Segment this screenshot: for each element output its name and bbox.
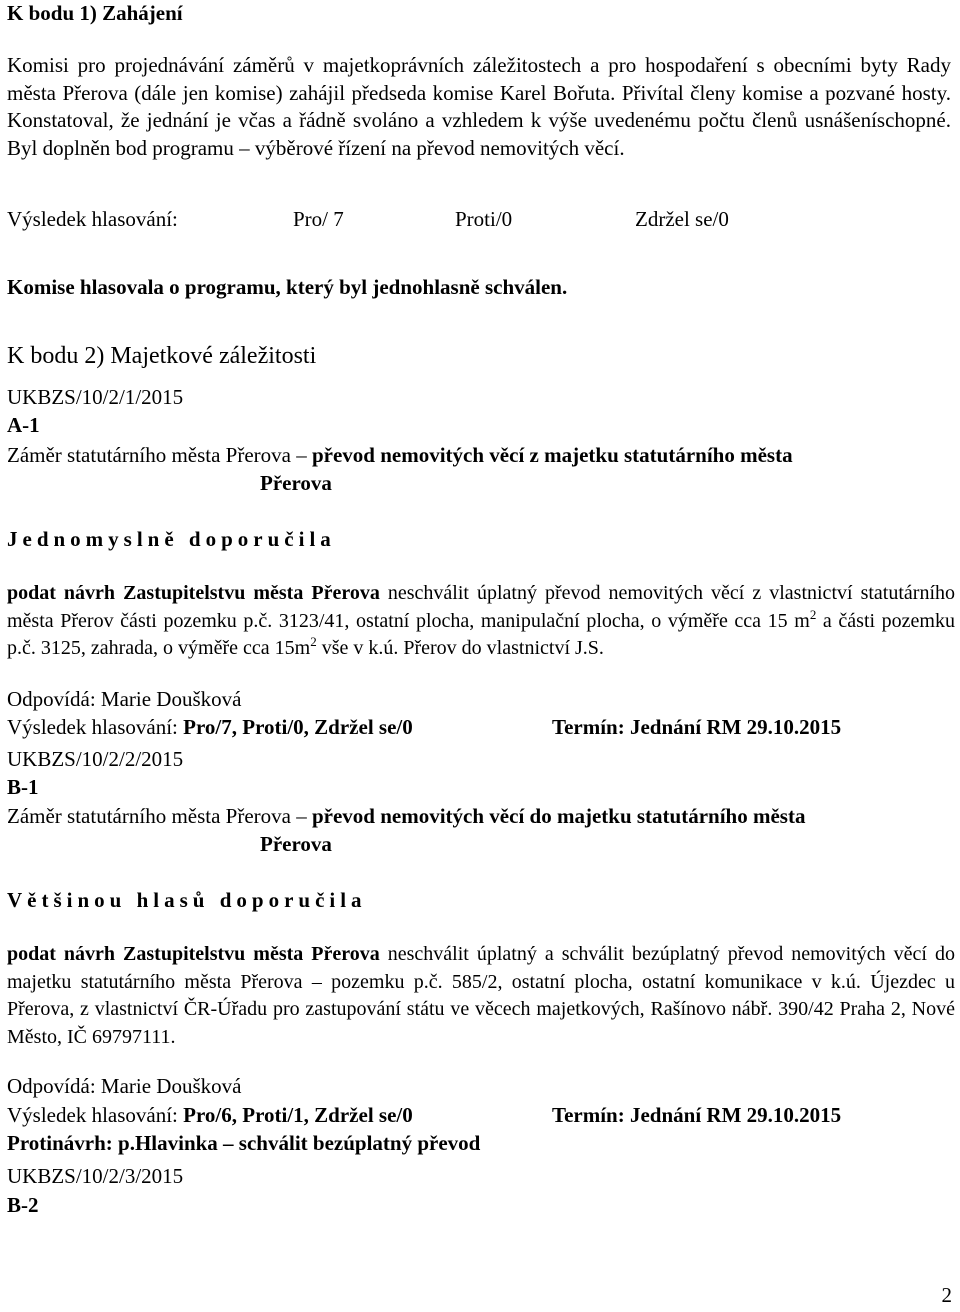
a1-vote-label: Výsledek hlasování: (7, 715, 184, 739)
vote-label: Výsledek hlasování: (7, 207, 178, 231)
b1-vote-result: Pro/6, Proti/1, Zdržel se/0 (183, 1103, 413, 1127)
b1-reference: UKBZS/10/2/2/2015 (7, 747, 184, 771)
a1-lead: podat návrh Zastupitelstvu města Přerova (7, 582, 380, 604)
b1-vote-row (7, 1102, 955, 1130)
a1-text-3: vše v k.ú. Přerov do vlastnictví J.S. (316, 637, 604, 659)
b1-counter-proposal: Protinávrh: p.Hlavinka – schválit bezúplatný převod (7, 1131, 481, 1155)
a1-title-line2: Přerova (260, 471, 332, 495)
a1-vote-result: Pro/7, Proti/0, Zdržel se/0 (183, 715, 413, 739)
page-number: 2 (941, 1283, 952, 1307)
a1-title-bold: převod nemovitých věcí z majetku statutárního města (311, 443, 793, 467)
b1-title (7, 803, 955, 831)
b1-recommendation: Většinou hlasů doporučila (7, 888, 367, 912)
b1-responsible: Odpovídá: Marie Doušková (7, 1074, 242, 1098)
a1-sup-1: 2 (809, 606, 817, 622)
section-2-heading: K bodu 2) Majetkové záležitosti (7, 343, 317, 369)
a1-title-plain: Záměr statutárního města Přerova – (7, 443, 312, 467)
a1-sup-2: 2 (310, 634, 317, 649)
b2-code: B-2 (7, 1193, 39, 1217)
a1-text-1: neschválit úplatný převod nemovitých věcí z vlastnictví statutárního města Přerov části pozemku p.č. 3123/41, ostatní plocha, manipulační plocha, o výměře cca 15 m (7, 582, 955, 632)
b1-vote-label: Výsledek hlasování: (7, 1103, 184, 1127)
vote-zdrzel: Zdržel se/0 (635, 207, 729, 231)
b2-reference: UKBZS/10/2/3/2015 (7, 1164, 184, 1188)
vote-pro: Pro/ 7 (293, 207, 344, 231)
b1-code: B-1 (7, 775, 39, 799)
a1-vote-row (7, 714, 955, 742)
a1-resolution (7, 580, 955, 663)
b1-deadline: Termín: Jednání RM 29.10.2015 (552, 1103, 842, 1127)
b1-text: neschválit úplatný a schválit bezúplatný převod nemovitých věcí do majetku statutárního města Přerova – pozemku p.č. 585/2, ostatní plocha, ostatní komunikace v k.ú. Újezdec u Přerova, z vlastnictví ČR-Úřadu pro zastupování státu ve věcech majetkových, Rašínovo nábř. 390/42 Praha 2, Nové Město, IČ 69797111. (7, 943, 955, 1048)
b1-title-line2: Přerova (260, 832, 332, 856)
b1-title-plain: Záměr statutárního města Přerova – (7, 804, 312, 828)
a1-reference: UKBZS/10/2/1/2015 (7, 385, 184, 409)
a1-text-2: a části pozemku p.č. 3125, zahrada, o výměře cca 15m (7, 609, 955, 659)
b1-resolution (7, 941, 955, 1051)
section-1-heading: K bodu 1) Zahájení (7, 1, 183, 25)
a1-code: A-1 (7, 413, 40, 437)
section-1-conclusion: Komise hlasovala o programu, který byl jednohlasně schválen. (7, 275, 568, 299)
b1-title-bold: převod nemovitých věcí do majetku statutárního města (311, 804, 806, 828)
a1-responsible: Odpovídá: Marie Doušková (7, 687, 242, 711)
b1-lead: podat návrh Zastupitelstvu města Přerova (7, 943, 380, 965)
section-1-paragraph: Komisi pro projednávání záměrů v majetkoprávních záležitostech a pro hospodaření s obecními byty Rady města Přerova (dále jen komise) zahájil předseda komise Karel Bořuta. Přivítal členy komise a pozvané hosty. Konstatoval, že jednání je včas a řádně svoláno a vzhledem k výše uvedenému počtu členů usnášeníschopné. Byl doplněn bod programu – výběrové řízení na převod nemovitých věcí. (7, 53, 951, 160)
a1-deadline: Termín: Jednání RM 29.10.2015 (552, 715, 842, 739)
vote-proti: Proti/0 (455, 207, 513, 231)
a1-recommendation: Jednomyslně doporučila (7, 527, 336, 551)
a1-title (7, 442, 955, 470)
